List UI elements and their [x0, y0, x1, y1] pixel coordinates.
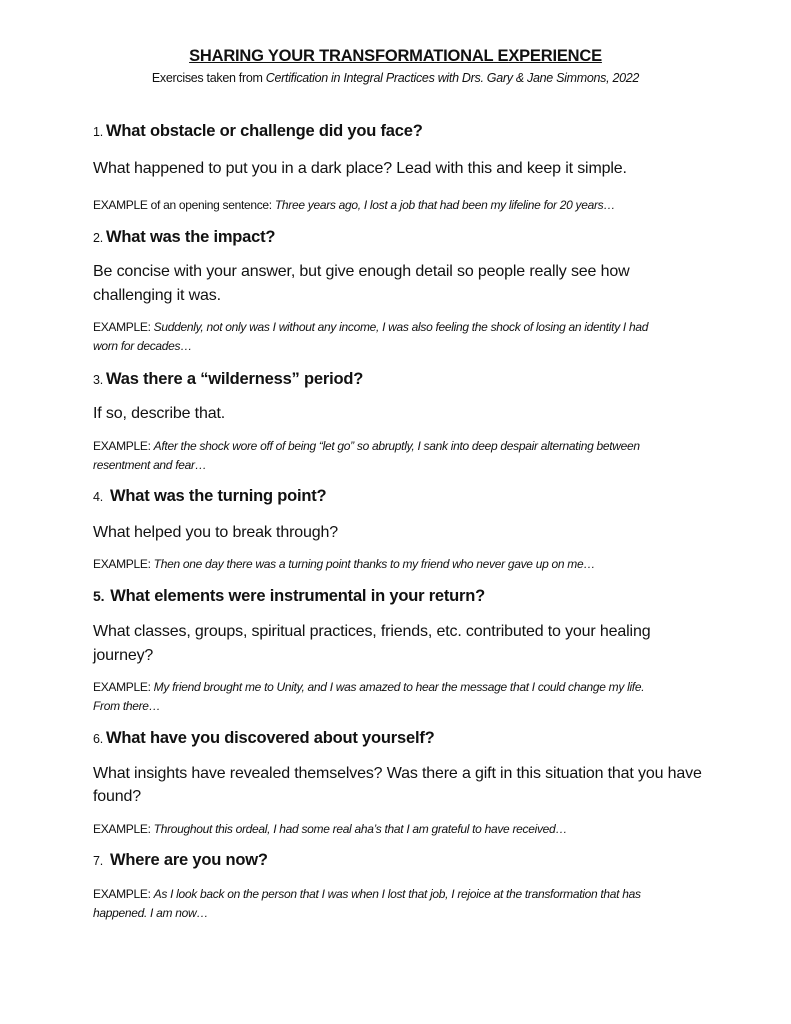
example-text: happened. I am now…	[93, 906, 209, 920]
question-3-heading	[93, 370, 363, 389]
example-text: As I look back on the person that I was when I lost that job, I rejoice at the transformation that has	[153, 887, 641, 901]
question-3-description: If so, describe that.	[93, 405, 226, 422]
question-1-example	[93, 198, 615, 212]
example-label: EXAMPLE:	[93, 320, 154, 334]
question-5-example-line-2	[93, 699, 160, 713]
question-5-description-line-2: journey?	[93, 647, 154, 664]
question-number: 1.	[93, 125, 104, 139]
question-2-heading	[93, 228, 275, 247]
question-5-heading	[93, 587, 485, 606]
example-text: After the shock wore off of being “let go” so abruptly, I sank into deep despair alternating between	[153, 439, 640, 453]
question-text: What was the turning point?	[110, 487, 327, 505]
example-text: From there…	[93, 699, 161, 713]
document-subtitle	[0, 71, 791, 85]
question-7-example	[93, 887, 641, 901]
example-text: Throughout this ordeal, I had some real aha’s that I am grateful to have received…	[153, 822, 568, 836]
question-text: What obstacle or challenge did you face?	[106, 122, 423, 140]
example-text: My friend brought me to Unity, and I was amazed to hear the message that I could change my life.	[153, 680, 645, 694]
question-1-heading	[93, 122, 423, 141]
question-4-heading	[93, 487, 326, 506]
question-3-example	[93, 439, 640, 453]
subtitle-prefix: Exercises taken from	[151, 71, 266, 85]
question-number: 7.	[93, 854, 104, 868]
question-text: Where are you now?	[110, 851, 268, 869]
example-label: EXAMPLE:	[93, 887, 154, 901]
example-label: EXAMPLE:	[93, 680, 154, 694]
question-text: What have you discovered about yourself?	[106, 729, 435, 747]
question-2-description-line-1: Be concise with your answer, but give enough detail so people really see how	[93, 263, 630, 280]
question-7-example-line-2	[93, 906, 208, 920]
example-label: EXAMPLE:	[93, 439, 154, 453]
question-number: 2.	[93, 231, 104, 245]
question-text: What was the impact?	[106, 228, 276, 246]
question-number: 6.	[93, 732, 104, 746]
question-7-heading	[93, 851, 268, 870]
question-2-description-line-2: challenging it was.	[93, 287, 221, 304]
question-1-description: What happened to put you in a dark place? Lead with this and keep it simple.	[93, 160, 627, 177]
question-text: Was there a “wilderness” period?	[106, 370, 364, 388]
example-text: resentment and fear…	[93, 458, 207, 472]
question-6-heading	[93, 729, 435, 748]
question-3-example-line-2	[93, 458, 206, 472]
question-2-example-line-2	[93, 339, 192, 353]
question-5-example	[93, 680, 644, 694]
example-text: Three years ago, I lost a job that had been my lifeline for 20 years…	[274, 198, 616, 212]
example-text: Suddenly, not only was I without any income, I was also feeling the shock of losing an identity I had	[153, 320, 649, 334]
question-2-example	[93, 320, 648, 334]
question-4-description: What helped you to break through?	[93, 524, 338, 541]
example-label: EXAMPLE:	[93, 557, 154, 571]
example-text: Then one day there was a turning point thanks to my friend who never gave up on me…	[153, 557, 596, 571]
question-number: 3.	[93, 373, 104, 387]
question-number: 5.	[93, 588, 105, 604]
question-5-description-line-1: What classes, groups, spiritual practices, friends, etc. contributed to your healing	[93, 623, 651, 640]
example-label: EXAMPLE:	[93, 822, 154, 836]
question-6-description-line-1: What insights have revealed themselves? Was there a gift in this situation that you have	[93, 765, 702, 782]
question-text: What elements were instrumental in your return?	[110, 587, 486, 605]
question-4-example	[93, 557, 595, 571]
document-title: SHARING YOUR TRANSFORMATIONAL EXPERIENCE	[189, 47, 602, 65]
example-text: worn for decades…	[93, 339, 192, 353]
subtitle-source: Certification in Integral Practices with Drs. Gary & Jane Simmons, 2022	[265, 71, 640, 85]
question-number: 4.	[93, 490, 104, 504]
question-6-example	[93, 822, 567, 836]
question-6-description-line-2: found?	[93, 788, 142, 805]
example-label: EXAMPLE of an opening sentence:	[93, 198, 275, 212]
